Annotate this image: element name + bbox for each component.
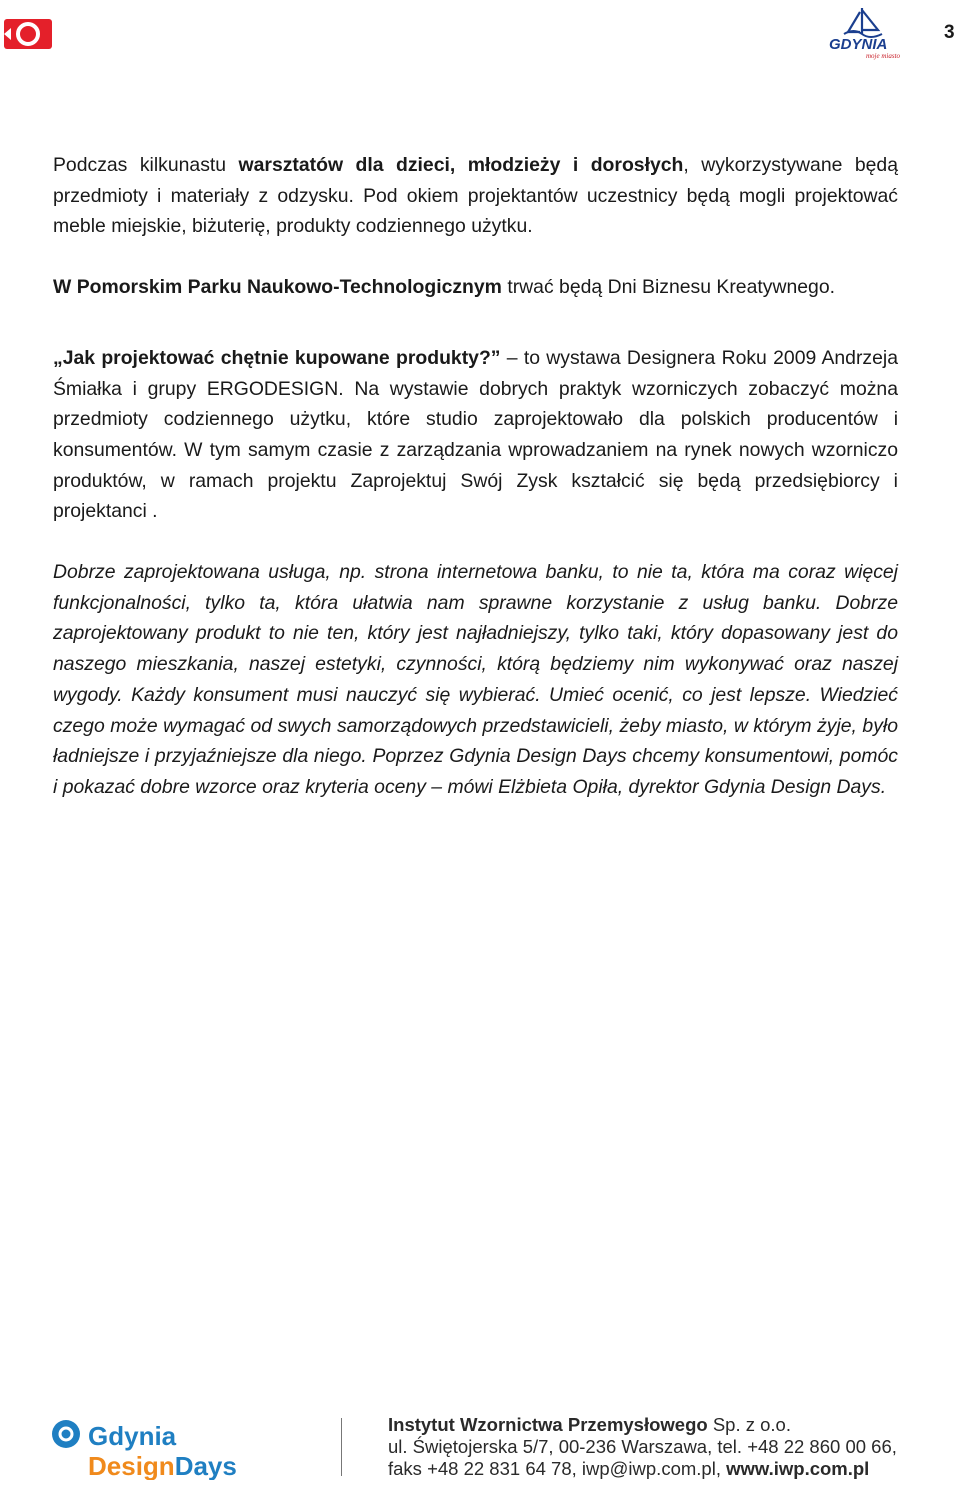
paragraph-workshops	[53, 150, 898, 242]
red-brand-logo	[4, 18, 54, 50]
iwp-website-link[interactable]: www.iwp.com.pl	[726, 1458, 870, 1479]
iwp-name: Instytut Wzornictwa Przemysłowego	[388, 1414, 708, 1435]
paragraph-science-park	[53, 272, 898, 303]
paragraph-text: – to wystawa Designera Roku 2009 Andrzeja Śmiałka i grupy ERGODESIGN. Na wystawie dobrych praktyk wzorniczych zobaczyć można przedmioty codziennego użytku, które studio zaprojektowało dla polskich producentów i konsumentów. W tym samym czasie z zarządzania wprowadzaniem na rynek nowych wzorniczo produktów, w ramach projektu Zaprojektuj Swój Zysk kształcić się będą przedsiębiorcy i projektanci .	[53, 346, 898, 523]
paragraph-quote	[53, 557, 898, 803]
gdd-logo-days: Days	[174, 1451, 237, 1480]
gdynia-design-days-logo	[50, 1418, 245, 1480]
gdd-logo-line2	[88, 1451, 237, 1480]
iwp-contact-block	[388, 1414, 897, 1480]
footer-divider	[341, 1418, 342, 1476]
gdynia-logo-tagline: moje miasto	[866, 52, 900, 60]
gdynia-city-logo	[826, 4, 900, 60]
bold-phrase: „Jak projektować chętnie kupowane produkty?”	[53, 346, 501, 369]
iwp-suffix: Sp. z o.o.	[707, 1414, 791, 1435]
iwp-fax-line	[388, 1458, 897, 1480]
gdd-logo-design: Design	[88, 1451, 175, 1480]
paragraph-text: , wykorzystywane będą przedmioty i materiały z odzysku. Pod okiem projektantów uczestnicy będą mogli projektować meble miejskie, biżuterię, produkty codziennego użytku.	[53, 154, 898, 238]
bold-phrase: warsztatów dla dzieci, młodzieży i dorosłych	[238, 154, 684, 176]
iwp-name-line	[388, 1414, 897, 1436]
page-number: 3	[944, 22, 955, 43]
iwp-address: ul. Świętojerska 5/7, 00-236 Warszawa, tel. +48 22 860 00 66,	[388, 1436, 897, 1457]
paragraph-text: Podczas kilkunastu	[53, 154, 239, 176]
gdd-logo-line1: Gdynia	[88, 1421, 177, 1451]
gdynia-logo-text: GDYNIA	[829, 36, 888, 53]
paragraph-text: trwać będą Dni Biznesu Kreatywnego.	[501, 276, 835, 299]
gdd-emblem-circle	[52, 1420, 80, 1448]
paragraph-text: Dobrze zaprojektowana usługa, np. strona internetowa banku, to nie ta, która ma coraz więcej funkcjonalności, tylko ta, która ułatwia nam sprawne korzystanie z usług banku. Dobrze zaprojektowany produkt to nie ten, który jest najładniejszy, tylko taki, który dopasowany jest do naszego mieszkania, naszej estetyki, czynności, którą będziemy nim wykonywać oraz naszej wygody. Każdy konsument musi nauczyć się wybierać. Umieć ocenić, co jest lepsze. Wiedzieć czego może wymagać od swych samorządowych przedstawicieli, żeby miasto, w którym żyje, było ładniejsze i przyjaźniejsze dla niego. Poprzez Gdynia Design Days chcemy konsumentowi, pomóc i pokazać dobre wzorce oraz kryteria oceny – mówi Elżbieta Opiła, dyrektor Gdynia Design Days.	[53, 561, 898, 798]
iwp-fax: faks +48 22 831 64 78, iwp@iwp.com.pl,	[388, 1458, 727, 1479]
paragraph-exhibition	[53, 343, 898, 527]
bold-phrase: W Pomorskim Parku Naukowo-Technologicznym	[53, 276, 502, 299]
article-body	[53, 150, 898, 803]
